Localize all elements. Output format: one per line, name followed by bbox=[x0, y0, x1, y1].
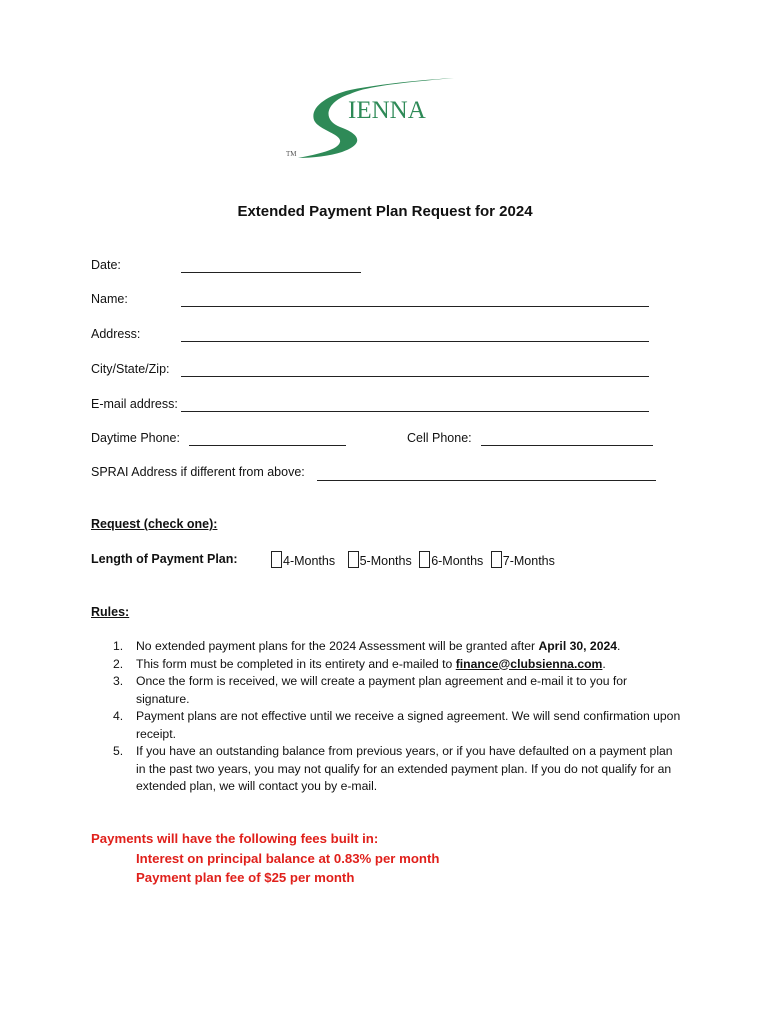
interest-fee-text: Interest on principal balance at 0.83% per month bbox=[136, 851, 440, 866]
address-field[interactable] bbox=[181, 341, 649, 342]
city-state-zip-label: City/State/Zip: bbox=[91, 362, 170, 376]
trademark-symbol: TM bbox=[286, 150, 297, 158]
rule-item: 4. Payment plans are not effective until we receive a signed agreement. We will send confirmation upon receipt. bbox=[113, 709, 681, 741]
checkbox-6-months[interactable] bbox=[419, 551, 430, 568]
rule-item: 3. Once the form is received, we will create a payment plan agreement and e-mail it to you for signature. bbox=[113, 674, 628, 706]
plan-fee-text: Payment plan fee of $25 per month bbox=[136, 870, 355, 885]
option-5-months[interactable] bbox=[348, 551, 412, 568]
checkbox-5-months[interactable] bbox=[348, 551, 359, 568]
cell-phone-field[interactable] bbox=[481, 445, 653, 446]
rule-item: 1. No extended payment plans for the 2024 Assessment will be granted after April 30, 2024. bbox=[113, 639, 621, 653]
daytime-phone-field[interactable] bbox=[189, 445, 346, 446]
plan-options bbox=[271, 551, 555, 568]
fees-heading: Payments will have the following fees built in: bbox=[91, 831, 379, 846]
email-label: E-mail address: bbox=[91, 397, 178, 411]
address-label: Address: bbox=[91, 327, 141, 341]
option-7-months[interactable] bbox=[491, 551, 555, 568]
rules-list bbox=[91, 638, 684, 796]
city-state-zip-field[interactable] bbox=[181, 376, 649, 377]
email-field[interactable] bbox=[181, 411, 649, 412]
sprai-address-label: SPRAI Address if different from above: bbox=[91, 465, 305, 479]
rule-item: 2. This form must be completed in its entirety and e-mailed to finance@clubsienna.com. bbox=[113, 656, 606, 671]
cell-phone-label: Cell Phone: bbox=[407, 431, 472, 445]
option-6-months-label: 6-Months bbox=[431, 554, 484, 568]
sprai-address-field[interactable] bbox=[317, 480, 656, 481]
checkbox-4-months[interactable] bbox=[271, 551, 282, 568]
option-6-months[interactable] bbox=[419, 551, 483, 568]
option-7-months-label: 7-Months bbox=[502, 554, 555, 568]
name-field[interactable] bbox=[181, 306, 649, 307]
sienna-logo bbox=[270, 72, 460, 164]
request-heading: Request (check one): bbox=[91, 517, 218, 531]
option-4-months[interactable] bbox=[271, 551, 335, 568]
sienna-logo-mark bbox=[270, 72, 460, 164]
length-of-plan-label: Length of Payment Plan: bbox=[91, 552, 238, 566]
logo-wordmark: IENNA bbox=[348, 97, 426, 124]
name-label: Name: bbox=[91, 292, 128, 306]
option-5-months-label: 5-Months bbox=[359, 554, 412, 568]
date-field[interactable] bbox=[181, 272, 361, 273]
rules-heading: Rules: bbox=[91, 605, 130, 619]
rule-item: 5. If you have an outstanding balance from previous years, or if you have defaulted on a payment plan in the past two years, you may not qualify for an extended payment plan. If you do not qualify for an extended plan, we will contact you by e-mail. bbox=[113, 744, 673, 793]
option-4-months-label: 4-Months bbox=[283, 554, 336, 568]
finance-email-link[interactable]: finance@clubsienna.com bbox=[455, 656, 603, 671]
page-title: Extended Payment Plan Request for 2024 bbox=[237, 203, 533, 220]
daytime-phone-label: Daytime Phone: bbox=[91, 431, 180, 445]
checkbox-7-months[interactable] bbox=[491, 551, 502, 568]
date-label: Date: bbox=[91, 258, 121, 272]
